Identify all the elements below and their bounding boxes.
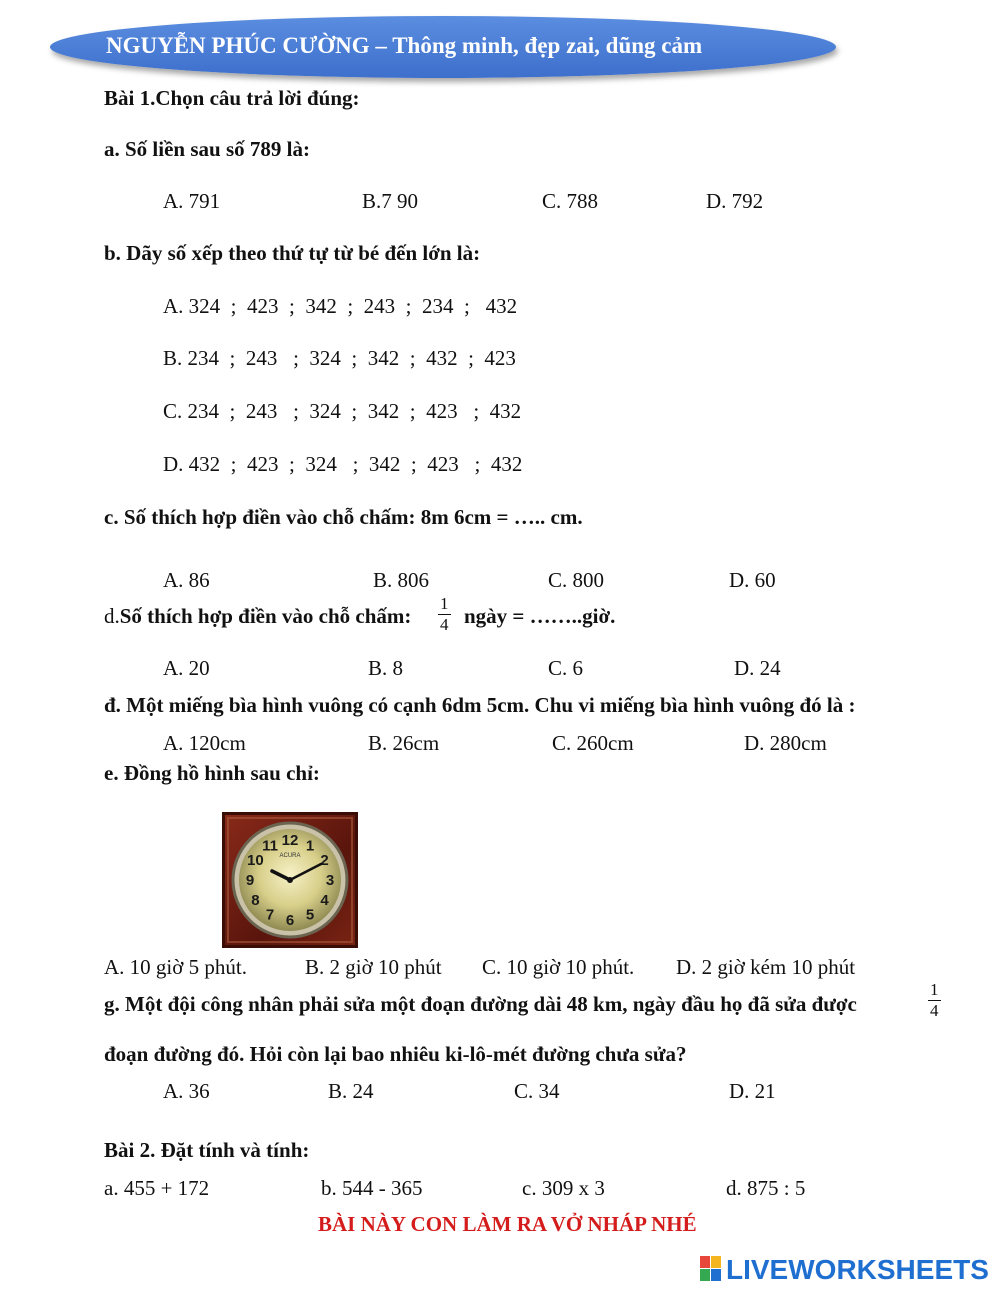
option-e-C[interactable]: C. 10 giờ 10 phút. <box>482 955 635 979</box>
clock-numeral: 8 <box>251 892 260 909</box>
clock-numeral: 11 <box>262 837 278 855</box>
clock-numeral: 9 <box>245 872 255 889</box>
option-c-A[interactable]: A. 86 <box>163 568 210 592</box>
option-a-A[interactable]: A. 791 <box>163 189 221 213</box>
fraction-denominator: 4 <box>440 615 449 634</box>
calc-item-a: a. 455 + 172 <box>104 1176 210 1200</box>
option-e-A[interactable]: A. 10 giờ 5 phút. <box>104 955 247 979</box>
option-e-D[interactable]: D. 2 giờ kém 10 phút <box>676 955 856 979</box>
question-b: b. Dãy số xếp theo thứ tự từ bé đến lớn là: <box>104 241 481 265</box>
clock-brand: ACURA <box>279 853 301 859</box>
question-e: e. Đồng hồ hình sau chỉ: <box>104 761 320 785</box>
option-b-A[interactable]: A. 324 ; 423 ; 342 ; 243 ; 234 ; 432 <box>163 294 518 318</box>
option-a-C[interactable]: C. 788 <box>542 189 599 213</box>
question-d-text: Số thích hợp điền vào chỗ chấm: <box>119 604 412 628</box>
question-g-line2: đoạn đường đó. Hỏi còn lại bao nhiêu ki-lô-mét đường chưa sửa? <box>104 1042 687 1066</box>
option-b-C[interactable]: C. 234 ; 243 ; 324 ; 342 ; 423 ; 432 <box>163 399 522 423</box>
option-g-D[interactable]: D. 21 <box>729 1079 776 1103</box>
clock-numeral: 1 <box>305 837 315 855</box>
option-b-D[interactable]: D. 432 ; 423 ; 324 ; 342 ; 423 ; 432 <box>163 452 523 476</box>
clock-numeral: 6 <box>285 912 295 929</box>
clock-face <box>222 812 358 948</box>
option-d-B[interactable]: B. 8 <box>368 656 404 680</box>
question-dd: đ. Một miếng bìa hình vuông có cạnh 6dm 5cm. Chu vi miếng bìa hình vuông đó là : <box>104 693 856 717</box>
clock-numeral: 4 <box>320 892 329 909</box>
option-dd-A[interactable]: A. 120cm <box>163 731 246 755</box>
clock-numeral: 10 <box>247 852 264 869</box>
option-d-A[interactable]: A. 20 <box>163 656 210 680</box>
option-a-D[interactable]: D. 792 <box>706 189 764 213</box>
option-d-D[interactable]: D. 24 <box>734 656 781 680</box>
option-b-B[interactable]: B. 234 ; 243 ; 324 ; 342 ; 432 ; 423 <box>163 346 516 370</box>
fraction-one-quarter-g <box>928 980 941 1021</box>
fraction-numerator: 1 <box>930 980 939 999</box>
draft-note: BÀI NÀY CON LÀM RA VỞ NHÁP NHÉ <box>318 1212 697 1236</box>
clock-numeral: 7 <box>265 906 275 924</box>
option-dd-C[interactable]: C. 260cm <box>552 731 634 755</box>
option-g-C[interactable]: C. 34 <box>514 1079 560 1103</box>
option-g-A[interactable]: A. 36 <box>163 1079 210 1103</box>
question-c: c. Số thích hợp điền vào chỗ chấm: 8m 6cm = ….. cm. <box>104 505 583 529</box>
option-c-C[interactable]: C. 800 <box>548 568 605 592</box>
clock-numeral: 2 <box>320 852 329 869</box>
option-g-B[interactable]: B. 24 <box>328 1079 374 1103</box>
calc-item-d: d. 875 : 5 <box>726 1176 806 1200</box>
question-g-line1: g. Một đội công nhân phải sửa một đoạn đường dài 48 km, ngày đầu họ đã sửa được <box>104 992 857 1016</box>
liveworksheets-icon <box>700 1256 722 1282</box>
option-dd-D[interactable]: D. 280cm <box>744 731 827 755</box>
question-d <box>104 604 411 629</box>
liveworksheets-logo[interactable] <box>700 1254 989 1286</box>
liveworksheets-text: LIVEWORKSHEETS <box>726 1254 989 1285</box>
question-a: a. Số liền sau số 789 là: <box>104 137 310 161</box>
exercise-2-title: Bài 2. Đặt tính và tính: <box>104 1138 310 1162</box>
fraction-numerator: 1 <box>440 594 449 613</box>
option-d-C[interactable]: C. 6 <box>548 656 584 680</box>
option-c-B[interactable]: B. 806 <box>373 568 430 592</box>
option-e-B[interactable]: B. 2 giờ 10 phút <box>305 955 442 979</box>
fraction-one-quarter <box>438 594 451 635</box>
question-d-suffix: ngày = ……..giờ. <box>464 604 616 628</box>
fraction-denominator: 4 <box>930 1001 939 1020</box>
option-dd-B[interactable]: B. 26cm <box>368 731 440 755</box>
calc-item-c: c. 309 x 3 <box>522 1176 605 1200</box>
question-d-label: d. <box>104 604 120 628</box>
clock-numeral: 12 <box>281 832 299 849</box>
exercise-1-title: Bài 1.Chọn câu trả lời đúng: <box>104 86 360 110</box>
calc-item-b: b. 544 - 365 <box>321 1176 423 1200</box>
option-a-B[interactable]: B.7 90 <box>362 189 419 213</box>
clock-numeral: 5 <box>305 906 315 924</box>
option-c-D[interactable]: D. 60 <box>729 568 776 592</box>
clock-image <box>222 812 358 948</box>
clock-numeral: 3 <box>325 872 335 889</box>
banner-title: NGUYỄN PHÚC CƯỜNG – Thông minh, đẹp zai, dũng cảm <box>106 33 703 58</box>
